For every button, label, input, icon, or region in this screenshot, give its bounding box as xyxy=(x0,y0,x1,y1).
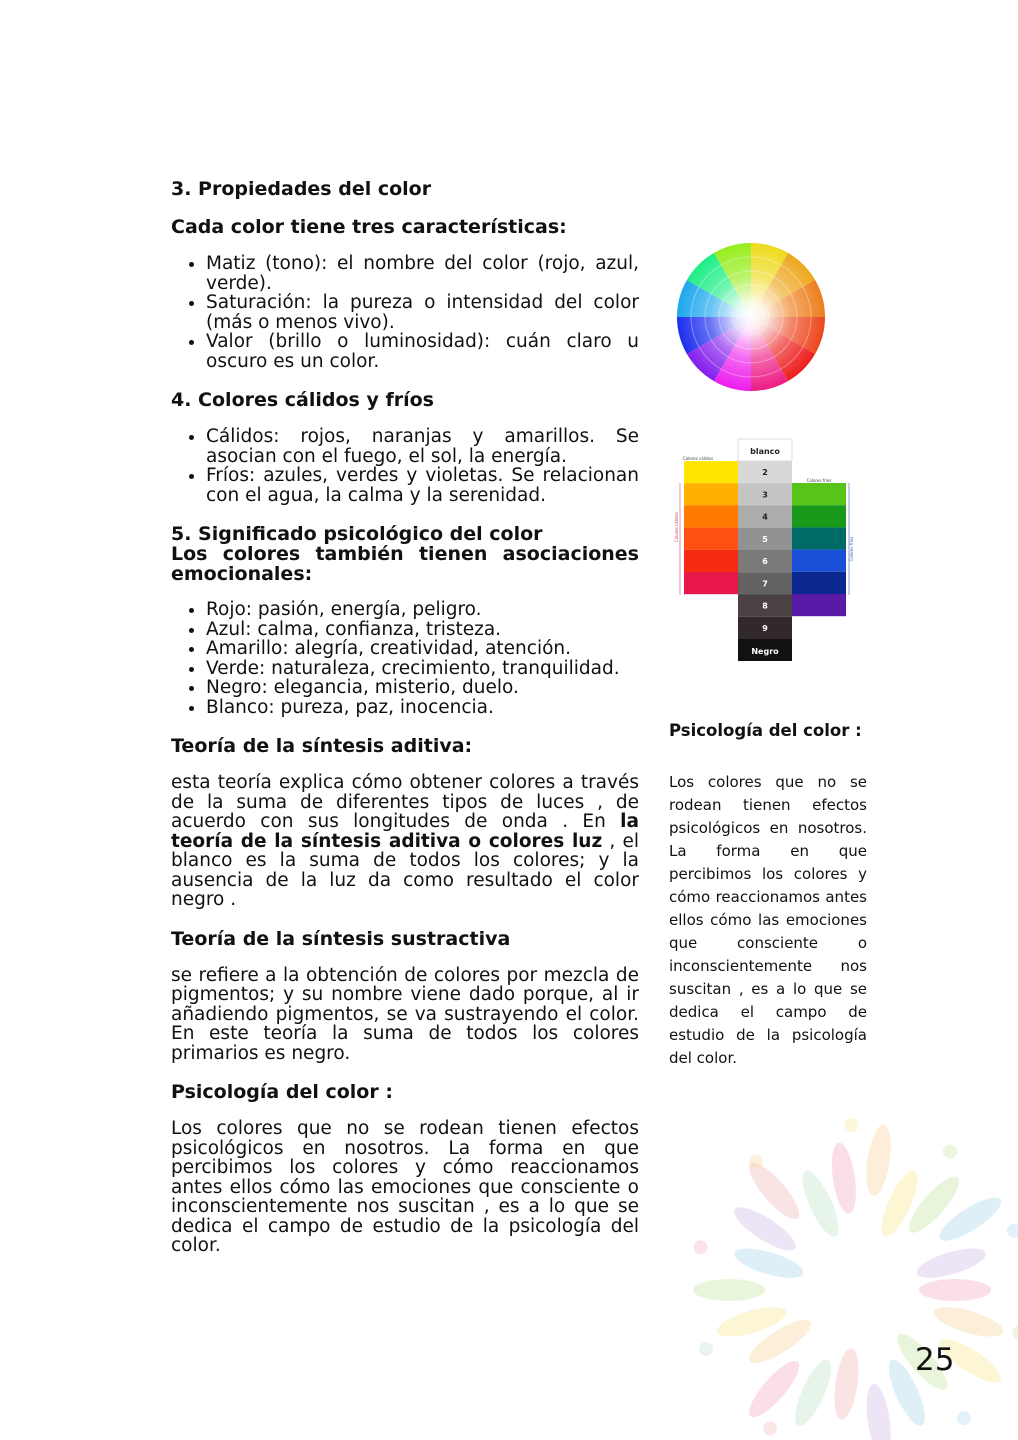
gray-step-number: 8 xyxy=(762,601,768,611)
warm-color-steps xyxy=(684,461,738,594)
main-column xyxy=(171,178,639,1274)
list-item: • Fríos: azules, verdes y violetas. Se relacionan con el agua, la calma y la serenidad. xyxy=(206,466,639,505)
sidebar-title: Psicología del color : xyxy=(669,721,862,740)
burst-dot xyxy=(844,1118,858,1132)
burst-petal xyxy=(919,1279,991,1301)
gray-steps xyxy=(738,461,792,639)
cold-color-step xyxy=(792,527,846,549)
warm-label-side: Colores cálidos xyxy=(674,511,679,543)
subtractive-paragraph: se refiere a la obtención de colores por mezcla de pigmentos; y su nombre viene dado porque, al ir añadiendo pigmentos, se va sustrayendo el color. En este teoría la suma de todos los colores primarios es negro. xyxy=(171,964,639,1064)
scale-bottom-label: Negro xyxy=(751,647,779,656)
section-title-psychology: Psicología del color : xyxy=(171,1081,393,1103)
section-title-psychological: 5. Significado psicológico del color xyxy=(171,523,543,545)
burst-petals xyxy=(693,1118,1018,1440)
decorative-burst xyxy=(660,1100,1018,1440)
psychology-paragraph: Los colores que no se rodean tienen efectos psicológicos en nosotros. La forma en que percibimos los colores y cómo reaccionamos antes ellos cómo las emociones que consciente o inconscientemente nos suscitan , es a lo que se dedica el campo de estudio de la psicología del color. xyxy=(171,1118,639,1256)
warm-color-step xyxy=(684,572,738,594)
gray-step-number: 2 xyxy=(762,468,768,478)
burst-petal xyxy=(830,1347,862,1421)
psychological-subtitle: Los colores también tienen asociaciones emocionales: xyxy=(171,543,639,585)
list-item: • Verde: naturaleza, crecimiento, tranquilidad. xyxy=(206,659,639,679)
list-item: • Blanco: pureza, paz, inocencia. xyxy=(206,698,639,718)
burst-petal xyxy=(731,1242,806,1283)
burst-dot xyxy=(1012,1326,1018,1340)
list-item: • Azul: calma, confianza, tristeza. xyxy=(206,620,639,640)
burst-dot xyxy=(1007,1224,1018,1238)
section-title-additive: Teoría de la síntesis aditiva: xyxy=(171,735,473,757)
burst-dot xyxy=(957,1411,971,1425)
color-wheel-image xyxy=(676,242,826,392)
list-item: • Rojo: pasión, energía, peligro. xyxy=(206,600,639,620)
properties-list xyxy=(171,254,639,371)
additive-text-1: esta teoría explica cómo obtener colores a través de la suma de diferentes tipos de luces , de acuerdo con sus longitudes de onda . En xyxy=(171,772,639,832)
cold-color-step xyxy=(792,572,846,594)
burst-dot xyxy=(749,1155,763,1169)
burst-petal xyxy=(863,1123,895,1197)
gray-step-number: 3 xyxy=(762,490,768,500)
burst-dot xyxy=(699,1342,713,1356)
warm-label-top: Colores cálidos xyxy=(682,456,714,461)
burst-petal xyxy=(931,1301,1006,1342)
list-item: • Amarillo: alegría, creatividad, atención. xyxy=(206,639,639,659)
warm-color-step xyxy=(684,550,738,572)
warm-cold-list xyxy=(171,427,639,505)
burst-dot xyxy=(694,1240,708,1254)
additive-paragraph xyxy=(171,773,639,910)
gray-step-number: 4 xyxy=(762,512,768,522)
list-item: • Saturación: la pureza o intensidad del color (más o menos vivo). xyxy=(206,293,639,332)
list-item: • Cálidos: rojos, naranjas y amarillos. Se asocian con el fuego, el sol, la energía. xyxy=(206,427,639,466)
burst-petal xyxy=(863,1382,895,1440)
cold-color-step xyxy=(792,505,846,527)
list-item: • Matiz (tono): el nombre del color (rojo, azul, verde). xyxy=(206,254,639,293)
warm-color-step xyxy=(684,483,738,505)
list-item: • Negro: elegancia, misterio, duelo. xyxy=(206,678,639,698)
cold-label-top: Colores fríos xyxy=(806,478,832,483)
section-title-subtractive: Teoría de la síntesis sustractiva xyxy=(171,927,511,950)
gray-step-number: 6 xyxy=(762,557,768,567)
burst-dot xyxy=(943,1145,957,1159)
page-number: 25 xyxy=(915,1342,955,1378)
burst-petal xyxy=(693,1279,765,1301)
additive-bold: la teoría de la síntesis aditiva o colores luz xyxy=(171,811,639,852)
section-title-warm-cold: 4. Colores cálidos y fríos xyxy=(171,389,434,411)
warm-color-step xyxy=(684,528,738,550)
cold-color-steps xyxy=(792,483,846,616)
list-item: • Valor (brillo o luminosidad): cuán claro u oscuro es un color. xyxy=(206,332,639,371)
psychological-list xyxy=(171,600,639,717)
sidebar-body: Los colores que no se rodean tienen efectos psicológicos en nosotros. La forma en que percibimos los colores y cómo reaccionamos antes ellos cómo las emociones que consciente o inconscientemente nos suscitan , es a lo que se dedica el campo de estudio de la psicología del color. xyxy=(669,773,867,1067)
cold-color-step xyxy=(792,594,846,616)
cold-label-side: Colores fríos xyxy=(849,536,854,562)
cold-color-step xyxy=(792,483,846,505)
warm-color-step xyxy=(684,461,738,483)
burst-dot xyxy=(763,1421,777,1435)
gray-step-number: 9 xyxy=(762,623,768,633)
scale-top-label: blanco xyxy=(750,447,780,456)
color-scale-image xyxy=(670,437,860,662)
gray-step-number: 7 xyxy=(762,579,768,589)
additive-text-2: , el blanco es la suma de todos los colores; y la ausencia de la luz da como resultado el color negro . xyxy=(171,830,639,910)
burst-petal xyxy=(914,1242,989,1283)
cold-color-step xyxy=(792,550,846,572)
section-title-properties: 3. Propiedades del color xyxy=(171,178,432,200)
warm-color-step xyxy=(684,505,738,527)
gray-step-number: 5 xyxy=(762,534,768,544)
properties-subtitle: Cada color tiene tres características: xyxy=(171,216,567,238)
